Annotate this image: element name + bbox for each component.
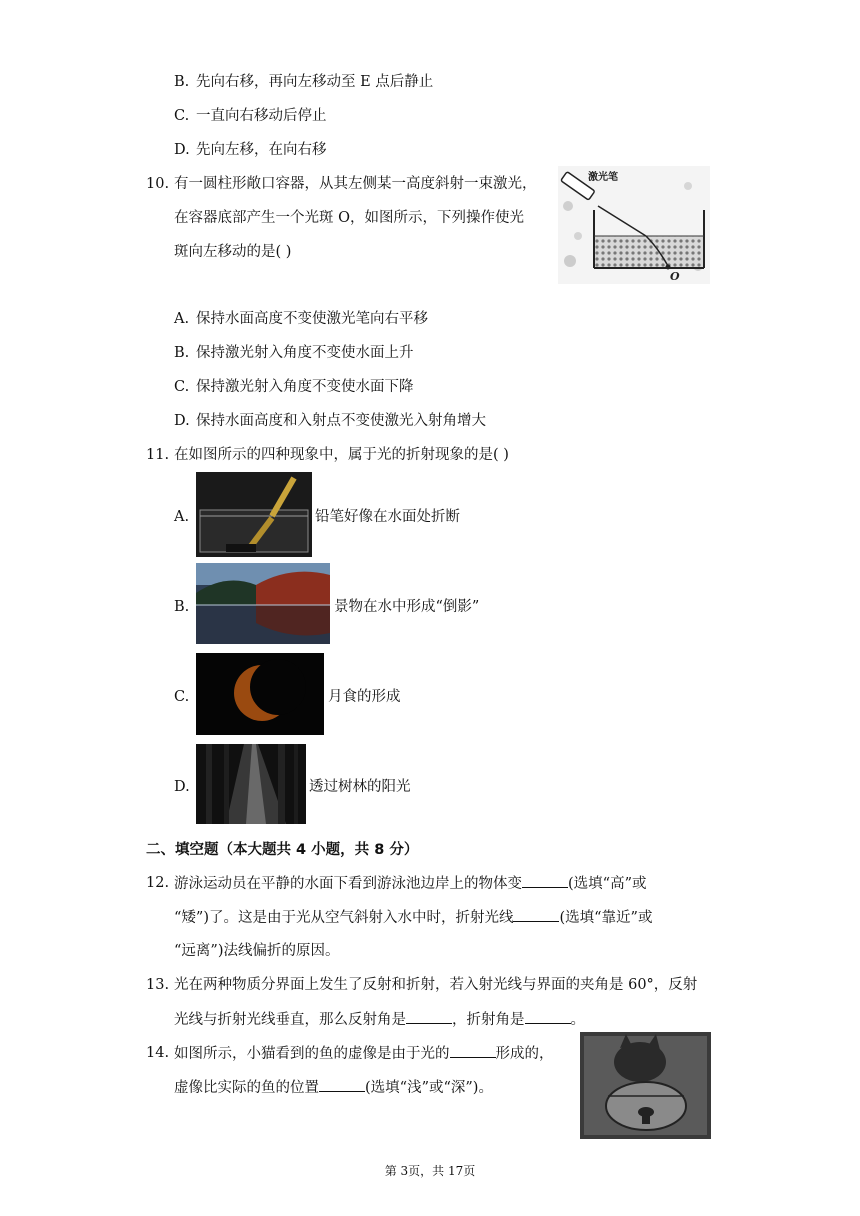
q10-option-c-text: 保持激光射入角度不变使水面下降 (196, 379, 414, 395)
q12-line2 (174, 907, 652, 928)
q11-stem: 在如图所示的四种现象中，属于光的折射现象的是( ) (174, 447, 509, 463)
q13-line2-mid: ，折射角是 (452, 1012, 525, 1028)
q14-line1 (174, 1043, 554, 1064)
q9-option-b-text: 先向右移，再向左移动至 E 点后静止 (196, 74, 434, 90)
q10-stem-line1: 有一圆柱形敞口容器，从其左侧某一高度斜射一束激光， (174, 176, 537, 192)
q10-number: 10. (146, 176, 170, 192)
lunar-eclipse-photo (196, 653, 324, 735)
q12-line3: “远离”)法线偏折的原因。 (174, 943, 340, 959)
q11-option-d-text: 透过树林的阳光 (309, 779, 411, 795)
q11-option-b-label: B. (174, 599, 190, 615)
q13-line2-end: 。 (570, 1012, 585, 1028)
q14-line1-text: 如图所示，小猫看到的鱼的虚像是由于光的 (174, 1046, 450, 1062)
q11-option-c-text: 月食的形成 (328, 689, 401, 705)
pencil-in-water-photo (196, 472, 312, 557)
section-title: 二、填空题（本大题共 4 小题，共 8 分） (146, 842, 419, 858)
page-footer: 第 3页，共 17页 (384, 1164, 476, 1178)
q10-stem-line3: 斑向左移动的是( ) (174, 244, 292, 260)
q10-option-a-label: A. (174, 311, 190, 327)
q12-line2-hint: (选填“靠近”或 (559, 910, 653, 926)
q11-option-c-label: C. (174, 689, 190, 705)
q12-blank-1[interactable] (522, 873, 568, 888)
q13-blank-1[interactable] (406, 1009, 452, 1024)
forest-sunlight-photo (196, 744, 306, 824)
q9-option-b-label: B. (174, 74, 190, 90)
q14-line2 (174, 1077, 493, 1098)
cat-fish-bowl-photo (580, 1032, 711, 1139)
q12-blank-2[interactable] (513, 907, 559, 922)
q14-line2-hint: (选填“浅”或“深”)。 (365, 1080, 493, 1096)
q12-line2-text: “矮”)了。这是由于光从空气斜射入水中时，折射光线 (174, 910, 514, 926)
q12-line1-text: 游泳运动员在平静的水面下看到游泳池边岸上的物体变 (174, 876, 522, 892)
q10-stem-line2: 在容器底部产生一个光斑 O，如图所示，下列操作使光 (174, 210, 524, 226)
q10-option-b-label: B. (174, 345, 190, 361)
q14-line2-text: 虚像比实际的鱼的位置 (174, 1080, 319, 1096)
q10-option-a-text: 保持水面高度不变使激光笔向右平移 (196, 311, 428, 327)
q9-option-d-label: D. (174, 142, 190, 158)
q14-line1-end: 形成的， (495, 1046, 554, 1062)
laser-pen-label: 激光笔 (588, 172, 618, 183)
q11-option-a-text: 铅笔好像在水面处折断 (315, 509, 460, 525)
q12-line1 (174, 873, 646, 894)
q13-blank-2[interactable] (525, 1009, 571, 1024)
q10-option-c-label: C. (174, 379, 190, 395)
q10-option-b-text: 保持激光射入角度不变使水面上升 (196, 345, 414, 361)
q9-option-c-text: 一直向右移动后停止 (196, 108, 327, 124)
q14-number: 14. (146, 1045, 170, 1061)
lake-reflection-photo (196, 563, 330, 644)
q13-number: 13. (146, 977, 170, 993)
q10-option-d-label: D. (174, 413, 190, 429)
q11-number: 11. (146, 447, 170, 463)
q12-number: 12. (146, 875, 170, 891)
laser-container-figure (558, 166, 710, 284)
q14-blank-2[interactable] (319, 1077, 365, 1092)
q12-line1-hint: (选填“高”或 (568, 876, 647, 892)
q10-option-d-text: 保持水面高度和入射点不变使激光入射角增大 (196, 413, 486, 429)
q13-line2 (174, 1009, 585, 1030)
spot-o-label: O (670, 270, 680, 283)
q9-option-c-label: C. (174, 108, 190, 124)
q13-line2-text: 光线与折射光线垂直，那么反射角是 (174, 1012, 406, 1028)
q11-option-b-text: 景物在水中形成“倒影” (334, 599, 480, 615)
q11-option-a-label: A. (174, 509, 190, 525)
q13-line1: 光在两种物质分界面上发生了反射和折射，若入射光线与界面的夹角是 60°，反射 (174, 977, 698, 993)
q9-option-d-text: 先向左移，在向右移 (196, 142, 327, 158)
q11-option-d-label: D. (174, 779, 190, 795)
q14-blank-1[interactable] (450, 1043, 496, 1058)
